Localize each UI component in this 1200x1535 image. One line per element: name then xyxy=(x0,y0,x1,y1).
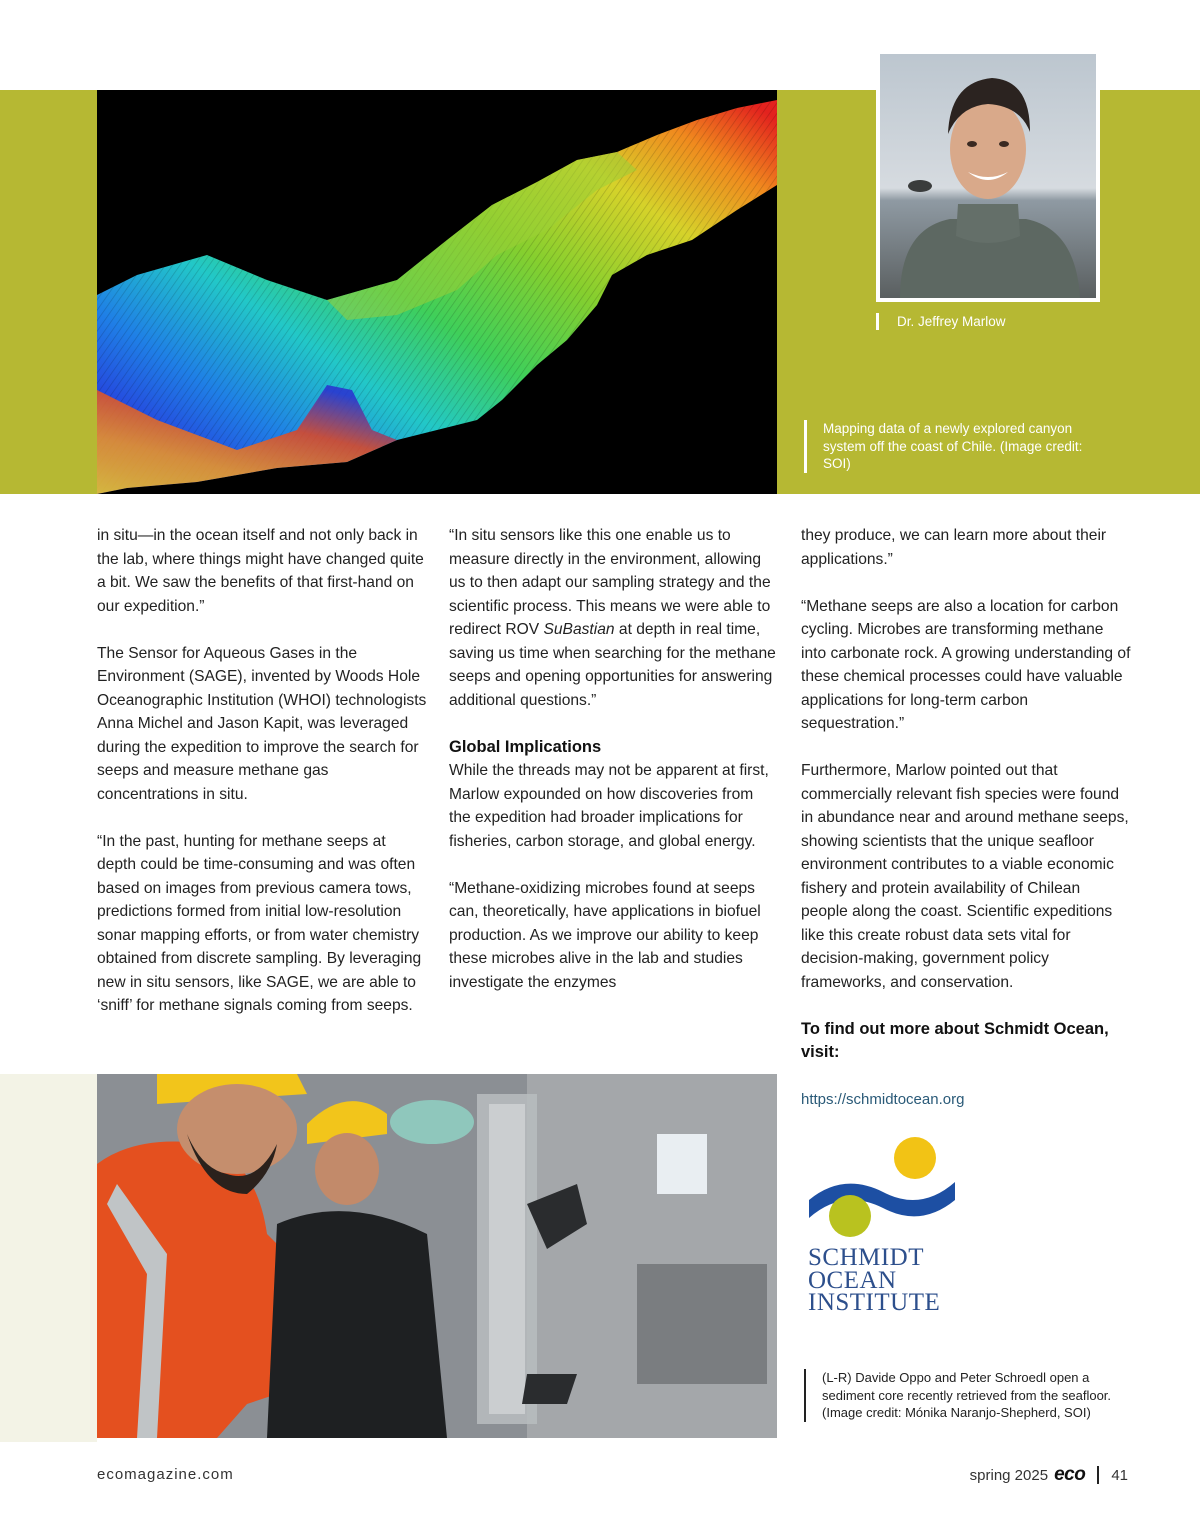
section-heading: Global Implications xyxy=(449,737,602,756)
text-run: “In situ sensors like this one enable us to measure directly in the environment, allowing us to then adapt our sampling strategy and the scientific process. This means we were able to redirect ROV xyxy=(449,527,771,638)
portrait-frame xyxy=(876,50,1100,302)
article-column-1 xyxy=(97,524,427,1041)
footer-divider xyxy=(1097,1466,1099,1484)
logo-line: OCEAN xyxy=(808,1266,897,1294)
eco-brand-logo: eco xyxy=(1054,1464,1086,1485)
schmidt-ocean-link[interactable]: https://schmidtocean.org xyxy=(801,1091,965,1108)
footer-issue-info xyxy=(970,1464,1128,1486)
issue-season: spring 2025 xyxy=(969,1466,1049,1484)
paragraph: Furthermore, Marlow pointed out that commercially relevant fish species were found in abundance near and around methane seeps, showing scientists that the unique seafloor environment contributes to a viable economic fishery and protein availability of Chilean people along the coast. Scientific expeditions like this create robust data sets vital for decision-making, government policy frameworks, and conservation. xyxy=(801,762,1129,991)
logo-line: SCHMIDT xyxy=(808,1244,925,1271)
paragraph: in situ—in the ocean itself and not only back in the lab, where things might have changed quite a bit. We saw the benefits of that first-hand on our expedition.” xyxy=(97,527,424,615)
portrait-photo-jeffrey-marlow xyxy=(880,54,1096,298)
article-column-2 xyxy=(449,524,779,1018)
paragraph: The Sensor for Aqueous Gases in the Environment (SAGE), invented by Woods Hole Oceanographic Institution (WHOI) technologists Anna Michel and Jason Kapit, was leveraged during the expedition to improve the search for seeps and measure methane gas concentrations in situ. xyxy=(97,644,427,803)
page-number: 41 xyxy=(1111,1466,1128,1484)
paragraph: they produce, we can learn more about their applications.” xyxy=(801,527,1107,568)
logo-line: INSTITUTE xyxy=(808,1289,941,1316)
footer-site: ecomagazine.com xyxy=(97,1466,234,1483)
paragraph xyxy=(449,524,779,712)
bathymetry-map-image xyxy=(97,90,777,494)
crew-sediment-core-photo xyxy=(97,1074,777,1438)
vehicle-name: SuBastian xyxy=(543,621,615,638)
text-run: at depth in real time, saving us time when searching for the methane seeps and opening opportunities for answering additional questions.” xyxy=(449,621,776,709)
paragraph: “Methane seeps are also a location for carbon cycling. Microbes are transforming methane into carbonate rock. A growing understanding of these chemical processes could have valuable applications for long-term carbon sequestration.” xyxy=(801,597,1131,732)
find-out-more-heading: To find out more about Schmidt Ocean, visit: xyxy=(801,1019,1109,1061)
cream-accent-band xyxy=(0,1074,97,1442)
logo-wordmark xyxy=(808,1244,941,1316)
paragraph: “Methane-oxidizing microbes found at seeps can, theoretically, have applications in biofuel production. As we improve our ability to keep these microbes alive in the lab and studies investigate the enzymes xyxy=(449,879,761,991)
paragraph: While the threads may not be apparent at first, Marlow expounded on how discoveries from the expedition had broader implications for fisheries, carbon storage, and global energy. xyxy=(449,762,769,850)
map-caption: Mapping data of a newly explored canyon system off the coast of Chile. (Image credit: SOI) xyxy=(804,420,1083,473)
paragraph: “In the past, hunting for methane seeps at depth could be time-consuming and was often based on images from previous camera tows, predictions formed from initial low-resolution sonar mapping efforts, or from water chemistry obtained from discrete sampling. By leveraging new in situ sensors, like SAGE, we are able to ‘sniff’ for methane signals coming from seeps. xyxy=(97,832,422,1014)
crew-photo-caption: (L-R) Davide Oppo and Peter Schroedl open a sediment core recently retrieved from the seafloor. (Image credit: Mónika Naranjo-Shepherd, SOI) xyxy=(804,1369,1112,1422)
article-column-3 xyxy=(801,524,1131,1112)
portrait-caption: Dr. Jeffrey Marlow xyxy=(876,313,1006,330)
